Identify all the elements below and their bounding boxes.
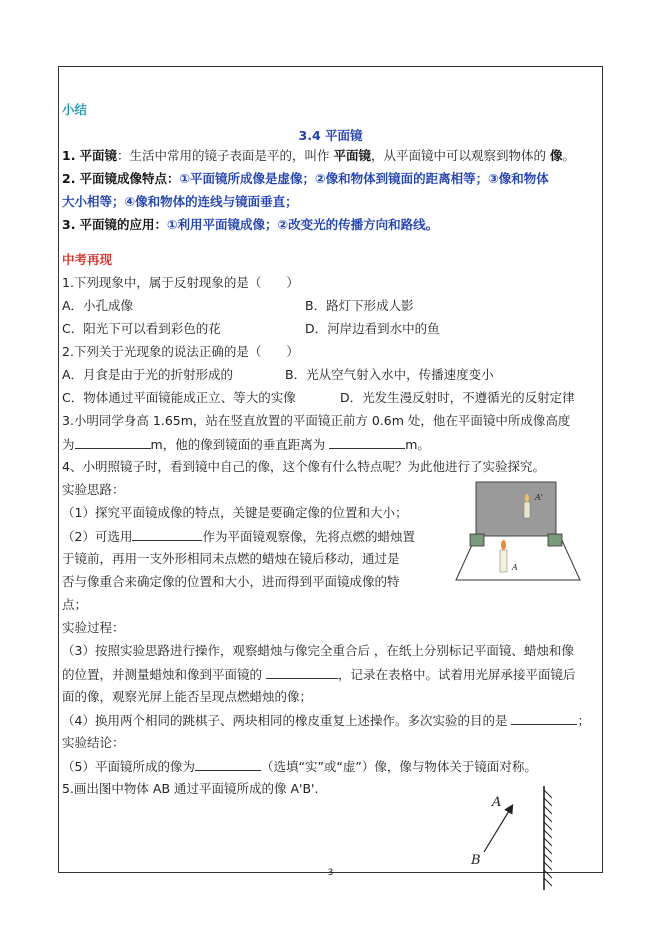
q2-option-a: A．月食是由于光的折射形成的 xyxy=(62,367,234,382)
label-arrow-b: B xyxy=(471,853,481,868)
answer-blank[interactable] xyxy=(329,436,405,449)
answer-blank[interactable] xyxy=(132,528,202,541)
q1-option-c: C．阳光下可以看到彩色的花 xyxy=(62,321,221,336)
exam-heading: 中考再现 xyxy=(62,252,113,267)
mirror-arrow-diagram xyxy=(460,786,570,896)
question-5: 5.画出图中物体 AB 通过平面镜所成的像 A'B'. xyxy=(62,781,319,796)
summary-point-2-cont: 大小相等；④像和物体的连线与镜面垂直； xyxy=(62,194,298,209)
step-5: （5）平面镜所成的像为 （选填“实”或“虚”）像，像与物体关于镜面对称。 xyxy=(62,759,537,774)
image-candle xyxy=(524,502,530,518)
step-3-line-2: 的位置，并测量蜡烛和像到平面镜的 ，记录在表格中。试着用光屏承接平面镜后 xyxy=(62,667,576,682)
image-flame xyxy=(525,494,529,502)
q2-option-b: B．光从空气射入水中，传播速度变小 xyxy=(285,367,494,382)
q1-option-b: B．路灯下形成人影 xyxy=(305,298,414,313)
q2-option-c: C．物体通过平面镜能成正立、等大的实像 xyxy=(62,390,296,405)
glass-plate xyxy=(476,482,556,536)
step-2: （2）可选用 作为平面镜观察像，先将点燃的蜡烛置 xyxy=(62,529,415,544)
label-a-prime: A' xyxy=(535,493,543,502)
candle-flame xyxy=(501,540,506,550)
process-label: 实验过程： xyxy=(62,620,125,635)
step-1: （1）探究平面镜成像的特点，关键是要确定像的位置和大小； xyxy=(62,505,408,520)
mirror-experiment-figure xyxy=(440,478,590,588)
summary-point-1: 1. 平面镜：生活中常用的镜子表面是平的，叫作 平面镜，从平面镜中可以观察到物体的 像。 xyxy=(62,148,575,163)
candle xyxy=(500,550,507,572)
summary-point-2: 2. 平面镜成像特点：①平面镜所成像是虚像；②像和物体到镜面的距离相等；③像和物体 xyxy=(62,171,549,186)
step-2-line-4: 点； xyxy=(62,597,88,612)
step-3-line-3: 面的像，观察光屏上能否呈现点燃蜡烛的像； xyxy=(62,689,313,704)
answer-blank[interactable] xyxy=(75,436,151,449)
object-arrow-ab xyxy=(484,806,512,852)
answer-blank[interactable] xyxy=(511,712,577,725)
label-a: A xyxy=(512,563,518,572)
plate-stand-right xyxy=(548,534,562,546)
step-4: （4）换用两个相同的跳棋子、两块相同的橡皮重复上述操作。多次实验的目的是 ； xyxy=(62,713,590,728)
label-arrow-a: A xyxy=(492,795,502,810)
summary-title: 3.4 平面镜 xyxy=(298,128,363,143)
page-number: 3 xyxy=(327,868,334,878)
answer-blank[interactable] xyxy=(195,758,261,771)
question-2: 2.下列关于光现象的说法正确的是（ ） xyxy=(62,344,299,359)
idea-label: 实验思路： xyxy=(62,482,125,497)
q2-option-d: D．光发生漫反射时，不遵循光的反射定律 xyxy=(340,390,575,405)
summary-point-3: 3. 平面镜的应用：①利用平面镜成像；②改变光的传播方向和路线。 xyxy=(62,217,439,232)
step-2-line-3: 否与像重合来确定像的位置和大小，进而得到平面镜成像的特 xyxy=(62,574,400,589)
question-1: 1.下列现象中，属于反射现象的是（ ） xyxy=(62,275,299,290)
q1-option-d: D．河岸边看到水中的鱼 xyxy=(305,321,440,336)
question-3: 3.小明同学身高 1.65m，站在竖直放置的平面镜正前方 0.6m 处，他在平面镜中所成像高度 xyxy=(62,413,571,428)
step-2-line-2: 于镜前，再用一支外形相同未点燃的蜡烛在镜后移动，通过是 xyxy=(62,551,400,566)
question-3-blanks: 为 m，他的像到镜面的垂直距离为 m。 xyxy=(62,437,430,452)
plate-stand-left xyxy=(470,534,484,546)
conclusion-label: 实验结论： xyxy=(62,735,125,750)
summary-heading: 小结 xyxy=(62,102,88,117)
step-3: （3）按照实验思路进行操作，观察蜡烛与像完全重合后 ，在纸上分别标记平面镜、蜡烛和像 xyxy=(62,643,574,658)
answer-blank[interactable] xyxy=(266,666,338,679)
question-4: 4、小明照镜子时，看到镜中自己的像，这个像有什么特点呢？为此他进行了实验探究。 xyxy=(62,459,545,474)
q1-option-a: A．小孔成像 xyxy=(62,298,134,313)
